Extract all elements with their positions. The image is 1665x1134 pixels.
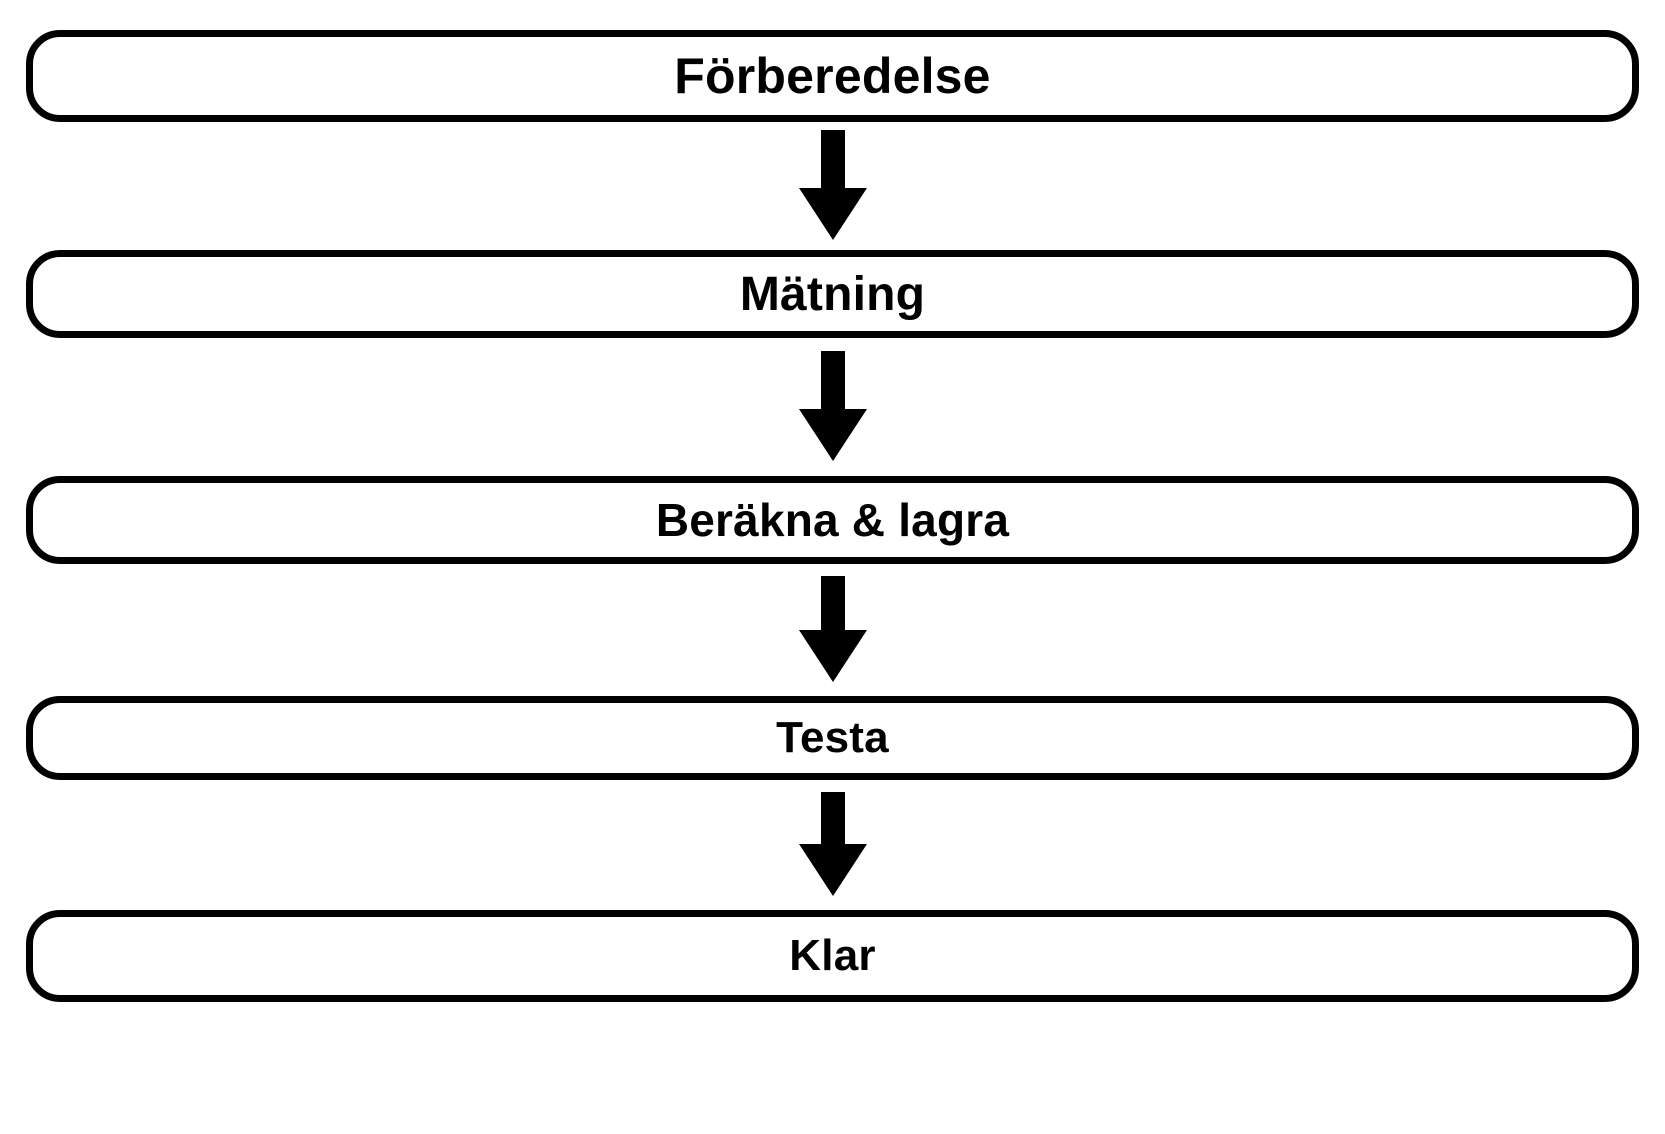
flow-node-label: Testa: [776, 713, 889, 762]
flow-connector-1: [26, 122, 1639, 250]
down-arrow-icon: [796, 130, 870, 242]
flow-connector-3: [26, 564, 1639, 696]
flow-node-klar: [26, 910, 1639, 1002]
down-arrow-icon: [796, 576, 870, 684]
flow-node-testa: [26, 696, 1639, 780]
flow-node-label: Mätning: [739, 267, 926, 321]
flow-node-forberedelse: [26, 30, 1639, 122]
flow-connector-4: [26, 780, 1639, 910]
flow-node-matning: [26, 250, 1639, 338]
flow-connector-2: [26, 338, 1639, 476]
down-arrow-icon: [796, 792, 870, 898]
flow-node-berakna-lagra: [26, 476, 1639, 564]
flow-node-label: Beräkna & lagra: [655, 494, 1010, 546]
flow-node-label: Förberedelse: [674, 48, 991, 104]
flow-node-label: Klar: [789, 931, 876, 980]
down-arrow-icon: [796, 351, 870, 463]
